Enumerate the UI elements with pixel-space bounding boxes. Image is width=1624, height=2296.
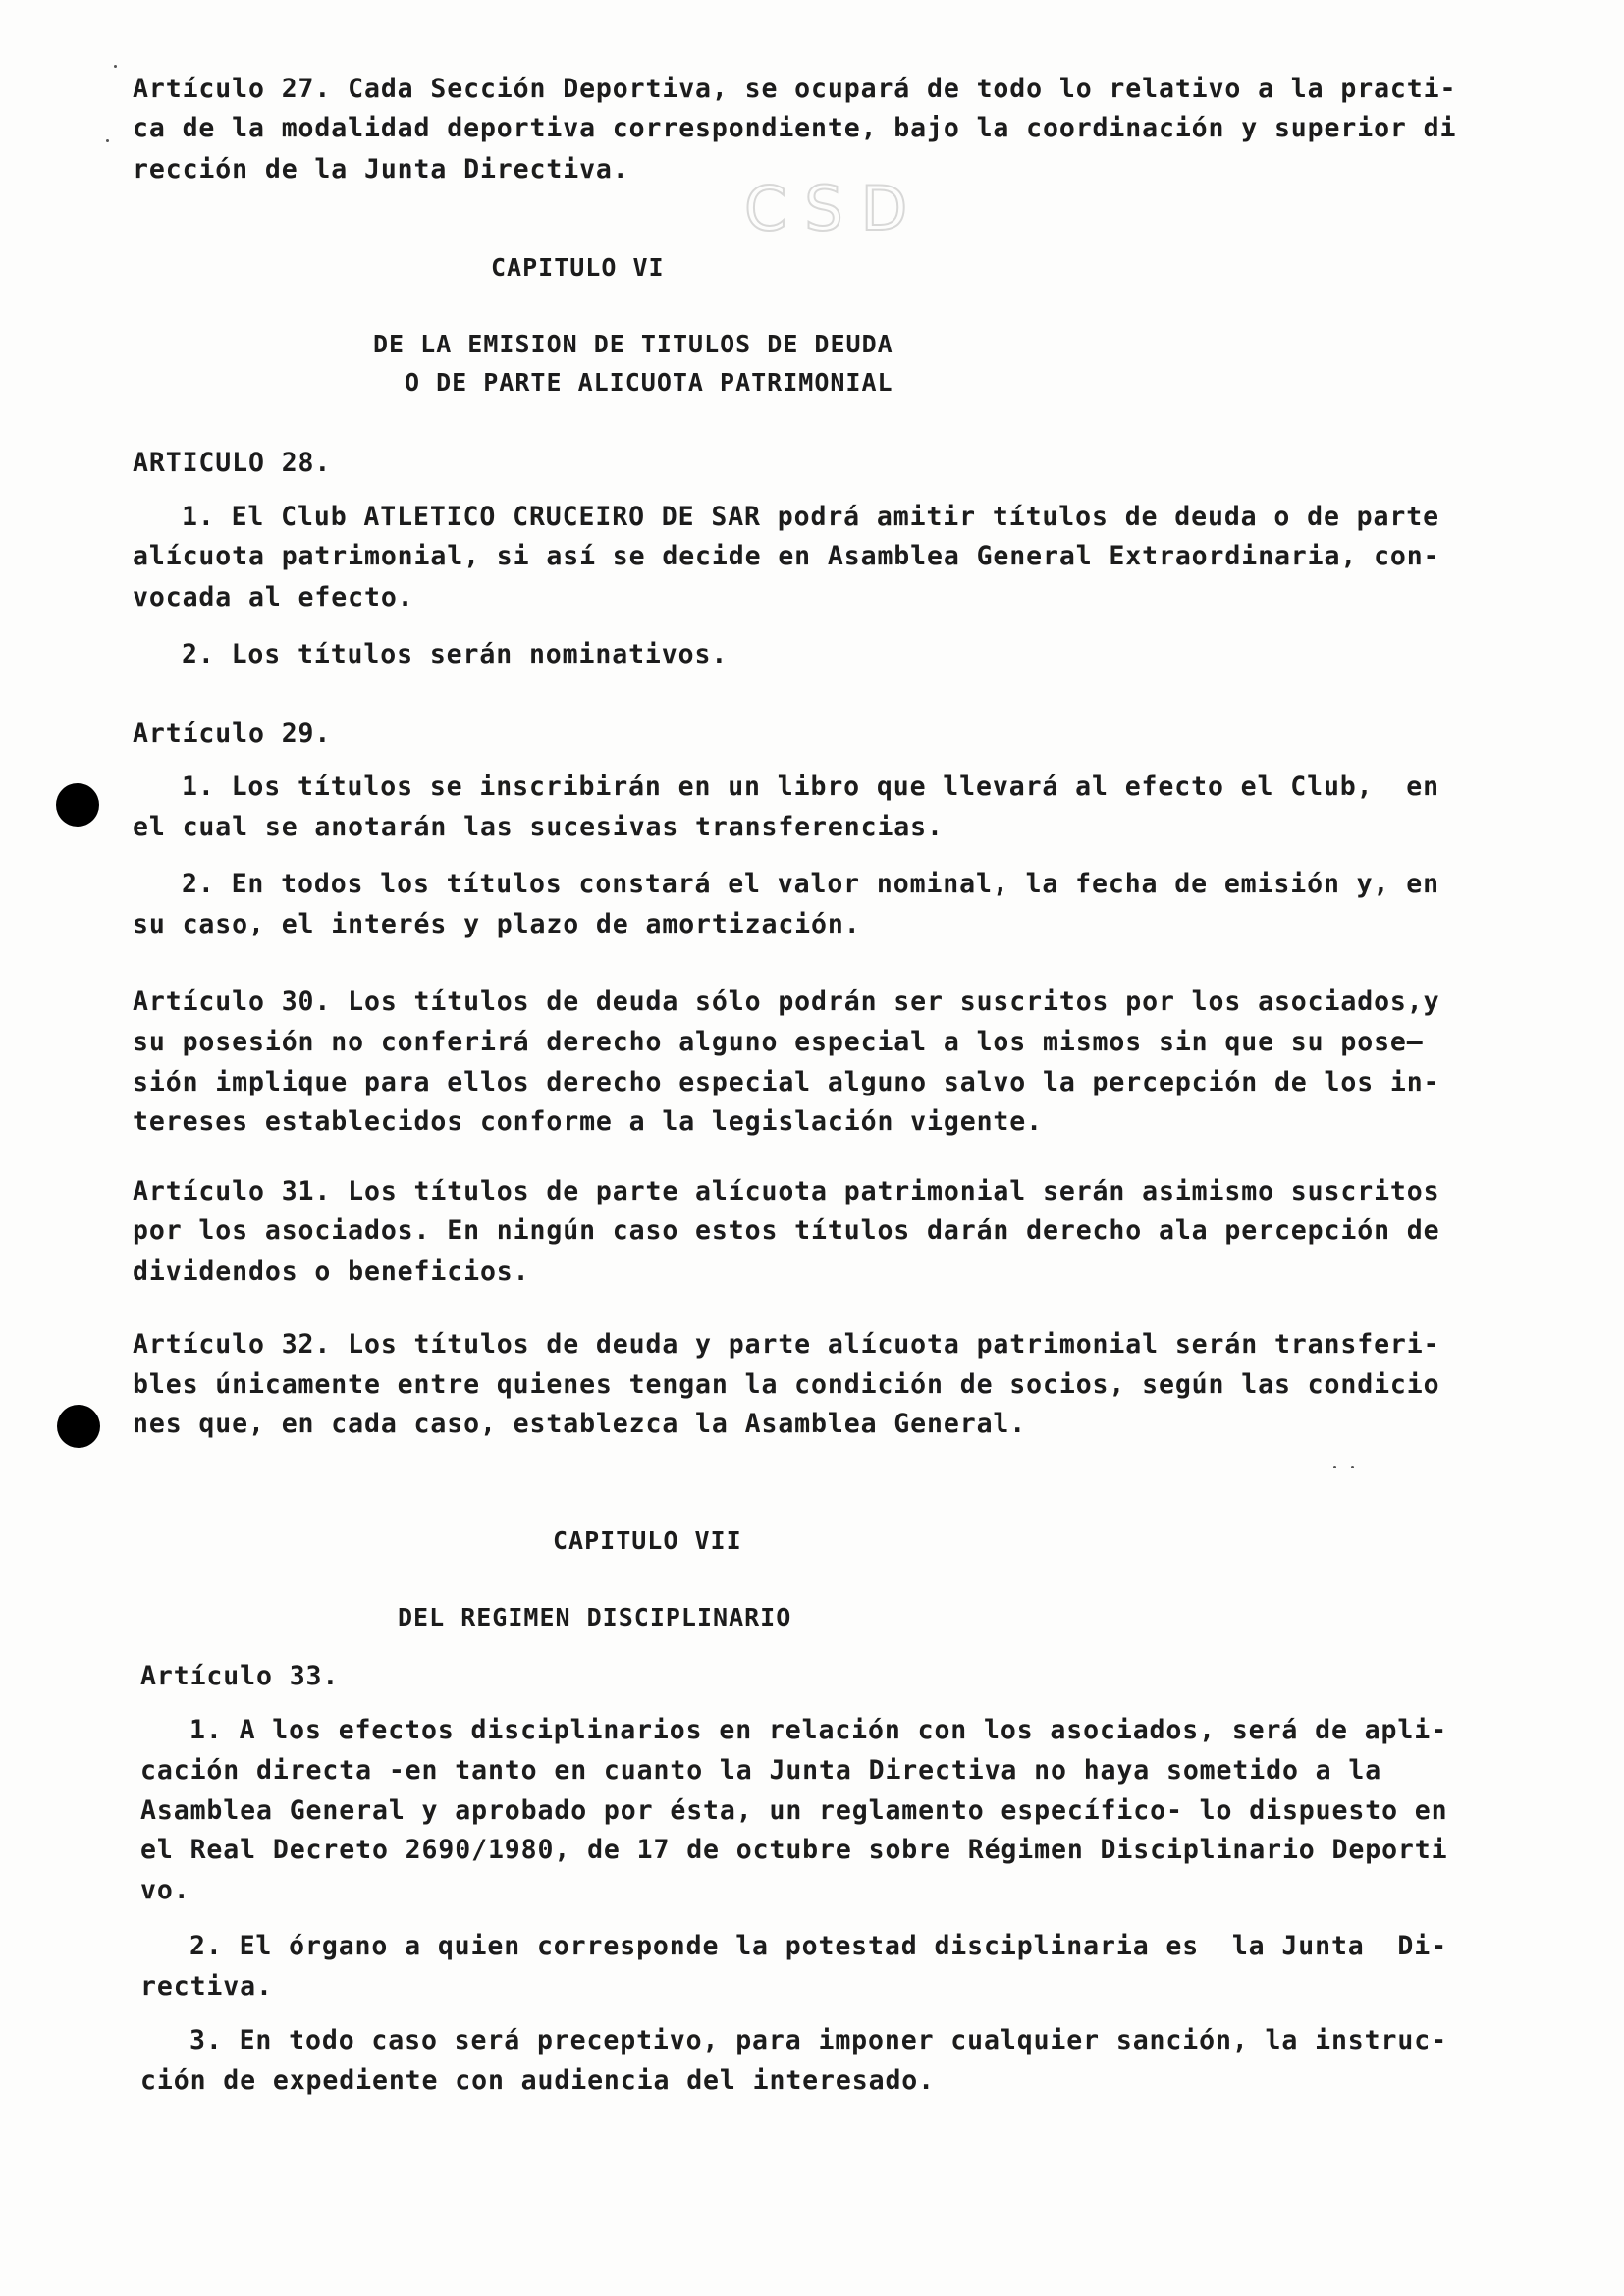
article-31-line-3: dividendos o beneficios.: [133, 1256, 530, 1287]
article-33-para-1-line-4: el Real Decreto 2690/1980, de 17 de octubre sobre Régimen Disciplinario Deporti: [140, 1835, 1448, 1865]
article-33-para-2-line-1: 2. El órgano a quien corresponde la potestad disciplinaria es la Junta Di-: [189, 1931, 1447, 1961]
article-33-heading: Artículo 33.: [140, 1661, 340, 1691]
article-33-para-1-line-1: 1. A los efectos disciplinarios en relación con los asociados, será de apli-: [189, 1715, 1447, 1745]
article-29-para-1-line-2: el cual se anotarán las sucesivas transferencias.: [133, 812, 944, 842]
article-28-heading: ARTICULO 28.: [133, 448, 332, 478]
article-29-para-2-line-1: 2. En todos los títulos constará el valor nominal, la fecha de emisión y, en: [182, 869, 1439, 899]
article-27-line-2: ca de la modalidad deportiva correspondiente, bajo la coordinación y superior di: [133, 113, 1457, 143]
chapter-6-title-line-1: DE LA EMISION DE TITULOS DE DEUDA: [373, 330, 893, 358]
article-28-para-1-line-3: vocada al efecto.: [133, 582, 414, 613]
article-30-line-2: su posesión no conferirá derecho alguno especial a los mismos sin que su pose—: [133, 1027, 1424, 1057]
article-30-line-4: tereses establecidos conforme a la legislación vigente.: [133, 1106, 1043, 1137]
article-33-para-3-line-2: ción de expediente con audiencia del interesado.: [140, 2065, 936, 2096]
scan-speck: [1351, 1466, 1354, 1468]
article-30-line-3: sión implique para ellos derecho especial alguno salvo la percepción de los in-: [133, 1067, 1440, 1097]
article-32-line-3: nes que, en cada caso, establezca la Asamblea General.: [133, 1409, 1027, 1439]
scan-speck: [106, 139, 109, 142]
article-28-para-2: 2. Los títulos serán nominativos.: [182, 639, 729, 669]
article-29-para-2-line-2: su caso, el interés y plazo de amortización.: [133, 909, 861, 939]
article-32-line-1: Artículo 32. Los títulos de deuda y parte alícuota patrimonial serán transferi-: [133, 1329, 1440, 1360]
article-33-para-1-line-2: cación directa -en tanto en cuanto la Junta Directiva no haya sometido a la: [140, 1755, 1382, 1786]
article-29-heading: Artículo 29.: [133, 719, 332, 749]
article-28-para-1-line-1: 1. El Club ATLETICO CRUCEIRO DE SAR podrá amitir títulos de deuda o de parte: [182, 502, 1439, 532]
article-31-line-1: Artículo 31. Los títulos de parte alícuota patrimonial serán asimismo suscritos: [133, 1176, 1440, 1206]
chapter-7-title: DEL REGIMEN DISCIPLINARIO: [398, 1603, 792, 1631]
article-29-para-1-line-1: 1. Los títulos se inscribirán en un libro que llevará al efecto el Club, en: [182, 772, 1439, 802]
scan-speck: [114, 65, 117, 68]
article-30-line-1: Artículo 30. Los títulos de deuda sólo podrán ser suscritos por los asociados,y: [133, 987, 1440, 1017]
punch-hole-top: [56, 783, 99, 827]
chapter-6-heading: CAPITULO VI: [491, 253, 665, 282]
article-27-line-1: Artículo 27. Cada Sección Deportiva, se ocupará de todo lo relativo a la practi-: [133, 74, 1457, 104]
article-33-para-1-line-3: Asamblea General y aprobado por ésta, un reglamento específico- lo dispuesto en: [140, 1795, 1448, 1826]
article-28-para-1-line-2: alícuota patrimonial, si así se decide en Asamblea General Extraordinaria, con-: [133, 541, 1440, 571]
scan-speck: [1333, 1466, 1336, 1468]
csd-perforated-stamp: CSD: [744, 173, 926, 244]
article-33-para-2-line-2: rectiva.: [140, 1971, 273, 2002]
chapter-6-title-line-2: O DE PARTE ALICUOTA PATRIMONIAL: [405, 368, 893, 397]
chapter-7-heading: CAPITULO VII: [553, 1526, 742, 1555]
article-27-line-3: rección de la Junta Directiva.: [133, 154, 629, 185]
punch-hole-bottom: [57, 1405, 100, 1448]
article-31-line-2: por los asociados. En ningún caso estos títulos darán derecho ala percepción de: [133, 1215, 1440, 1246]
article-33-para-1-line-5: vo.: [140, 1875, 190, 1905]
article-32-line-2: bles únicamente entre quienes tengan la condición de socios, según las condicio: [133, 1369, 1440, 1400]
article-33-para-3-line-1: 3. En todo caso será preceptivo, para imponer cualquier sanción, la instruc-: [189, 2025, 1447, 2056]
